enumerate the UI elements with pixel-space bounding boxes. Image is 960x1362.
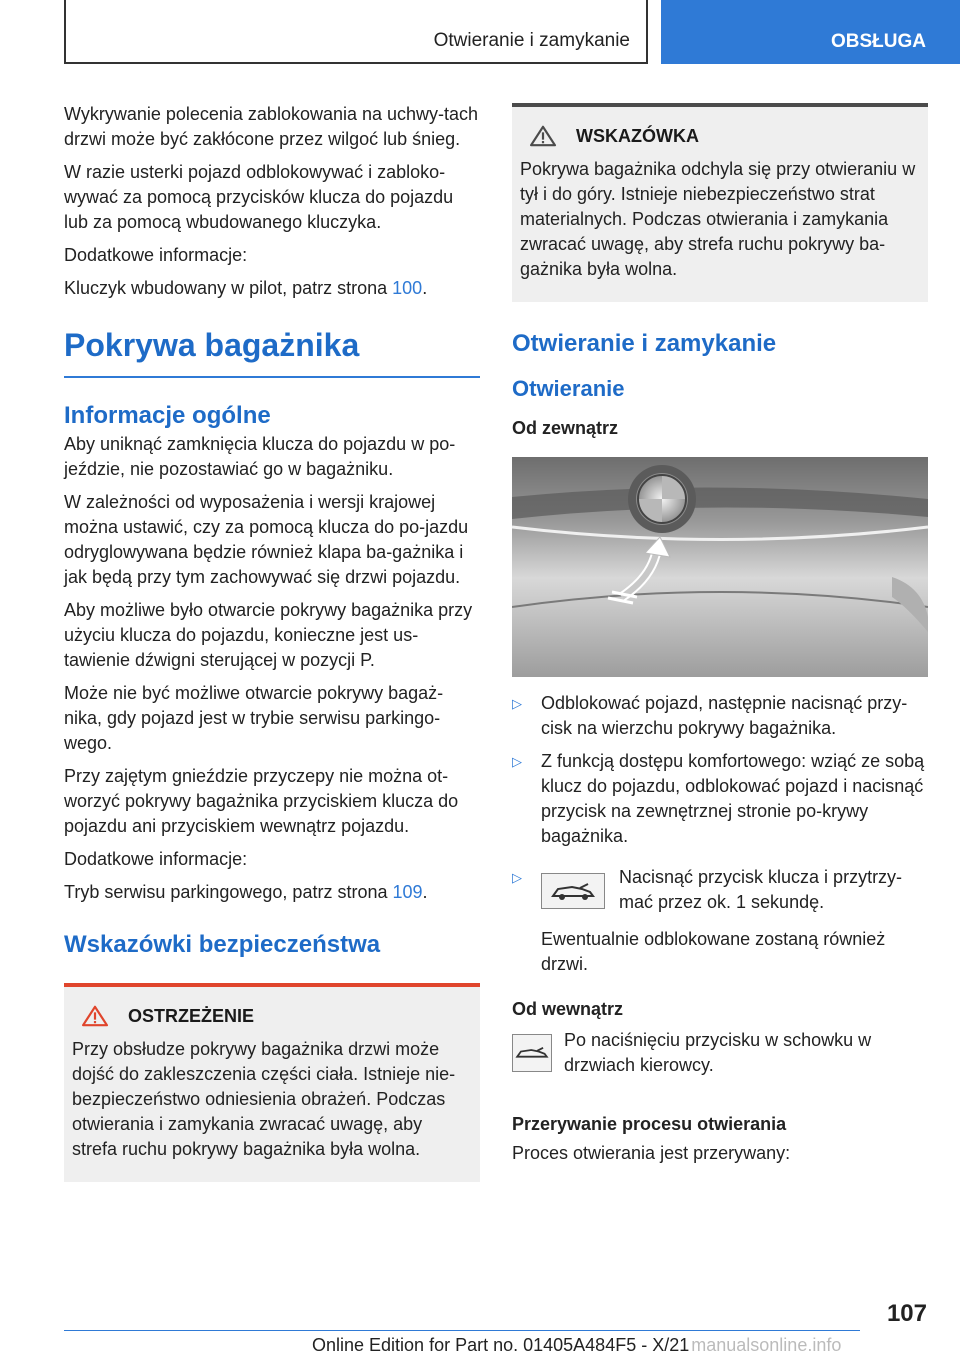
intro-paragraph-2: W razie usterki pojazd odblokowywać i zabloko-wywać za pomocą przycisków klucza do pojazdu lub za pomocą wbudowanego kluczyka.	[64, 162, 454, 232]
header-frame	[64, 0, 648, 64]
tab-label: OBSŁUGA	[831, 31, 926, 52]
left-column	[64, 102, 480, 1182]
bullet-followup: Ewentualnie odblokowane zostaną również drzwi.	[541, 929, 886, 974]
inside-text: Po naciśnięciu przycisku w schowku w drzwiach kierowcy.	[564, 1030, 872, 1075]
bullet-item-3	[512, 865, 928, 977]
bullet-text-1: Odblokować pojazd, następnie nacisnąć przy-cisk na wierzchu pokrywy bagażnika.	[541, 693, 908, 738]
page-link-109[interactable]: 109	[392, 882, 423, 902]
footer-edition	[312, 1335, 841, 1356]
intro-reference: Kluczyk wbudowany w pilot, patrz strona 100.	[64, 278, 428, 298]
heading-inside: Od wewnątrz	[512, 999, 624, 1019]
interrupt-text: Proces otwierania jest przerywany:	[512, 1143, 791, 1163]
trunk-button-illustration	[512, 457, 928, 677]
bullet-triangle-icon: ▷	[512, 754, 522, 769]
general-reference: Tryb serwisu parkingowego, patrz strona 109.	[64, 882, 428, 902]
warning-box	[64, 983, 480, 1182]
warning-header	[72, 1005, 468, 1027]
general-ref-text: Tryb serwisu parkingowego, patrz strona	[64, 882, 393, 902]
warning-text: Przy obsłudze pokrywy bagażnika drzwi może dojść do zakleszczenia części ciała. Istnieje nie-bezpieczeństwo odniesienia obrażeń. Podczas otwierania i zamykania zwracać uwagę, aby strefa ruchu pokrywy bagażnika była wolna.	[72, 1039, 456, 1159]
intro-paragraph-3: Dodatkowe informacje:	[64, 245, 248, 265]
heading-general: Informacje ogólne	[64, 402, 271, 429]
intro-paragraph-1: Wykrywanie polecenia zablokowania na uchwy-tach drzwi może być zakłócone przez wilgoć lub śnieg.	[64, 104, 479, 149]
heading-underline	[64, 376, 480, 378]
tab-obsluga[interactable]	[661, 0, 960, 64]
bullet-item-1	[512, 691, 928, 741]
general-paragraph-3: Aby możliwe było otwarcie pokrywy bagażnika przy użyciu klucza do pojazdu, konieczne jest us-tawienie dźwigni sterującej w pozycji P.	[64, 600, 473, 670]
heading-interrupt: Przerywanie procesu otwierania	[512, 1114, 787, 1134]
general-paragraph-1: Aby uniknąć zamknięcia klucza do pojazdu w po-jeździe, nie pozostawiać go w bagażniku.	[64, 434, 456, 479]
bullet-triangle-icon: ▷	[512, 696, 522, 711]
warning-title: OSTRZEŻENIE	[128, 1005, 255, 1026]
bullet-triangle-icon: ▷	[512, 870, 522, 885]
general-paragraph-5: Przy zajętym gnieździe przyczepy nie można ot-worzyć pokrywy bagażnika przyciskiem klucza do pojazdu ani przyciskiem wewnątrz pojazdu.	[64, 766, 459, 836]
heading-safety: Wskazówki bezpieczeństwa	[64, 931, 381, 958]
warning-triangle-icon	[528, 125, 558, 147]
page-number: 107	[886, 1300, 927, 1327]
general-paragraph-2: W zależności od wyposażenia i wersji krajowej można ustawić, czy za pomocą klucza do po-jazdu odryglowywana będzie również klapa ba-gażnika i jak będą przy tym zachowywać się drzwi pojazdu.	[64, 492, 469, 587]
bullet-text-3: Nacisnąć przycisk klucza i przytrzy-mać przez ok. 1 sekundę.	[619, 867, 903, 912]
edition-text: Online Edition for Part no. 01405A484F5 - X/21	[312, 1335, 690, 1355]
notice-title: WSKAZÓWKA	[576, 125, 699, 146]
notice-header	[520, 125, 916, 147]
right-column	[512, 103, 928, 1166]
page-link-100[interactable]: 100	[392, 278, 423, 298]
intro-ref-text: Kluczyk wbudowany w pilot, patrz strona	[64, 278, 393, 298]
notice-box	[512, 103, 928, 302]
watermark-text: manualsonline.info	[691, 1335, 842, 1355]
trunk-key-button-icon	[541, 873, 605, 909]
heading-opening: Otwieranie	[512, 376, 625, 401]
warning-triangle-icon	[80, 1005, 110, 1027]
general-paragraph-6: Dodatkowe informacje:	[64, 849, 248, 869]
trunk-door-button-icon	[512, 1034, 552, 1072]
bullet-item-2	[512, 749, 928, 849]
notice-text: Pokrywa bagażnika odchyla się przy otwieraniu w tył i do góry. Istnieje niebezpieczeństwo strat materialnych. Podczas otwierania i zamykania zwracać uwagę, aby strefa ruchu pokrywy ba-gażnika była wolna.	[520, 159, 916, 279]
heading-outside: Od zewnątrz	[512, 418, 619, 438]
bullet-text-2: Z funkcją dostępu komfortowego: wziąć ze sobą klucz do pojazdu, odblokować pojazd i nacisnąć przycisk na zewnętrznej stronie po-krywy bagażnika.	[541, 751, 925, 846]
section-title: Otwieranie i zamykanie	[433, 30, 630, 51]
heading-pokrywa: Pokrywa bagażnika	[64, 327, 360, 363]
general-paragraph-4: Może nie być możliwe otwarcie pokrywy bagaż-nika, gdy pojazd jest w trybie serwisu parkingo-wego.	[64, 683, 444, 753]
footer-rule	[64, 1330, 860, 1331]
heading-open-close: Otwieranie i zamykanie	[512, 330, 777, 357]
